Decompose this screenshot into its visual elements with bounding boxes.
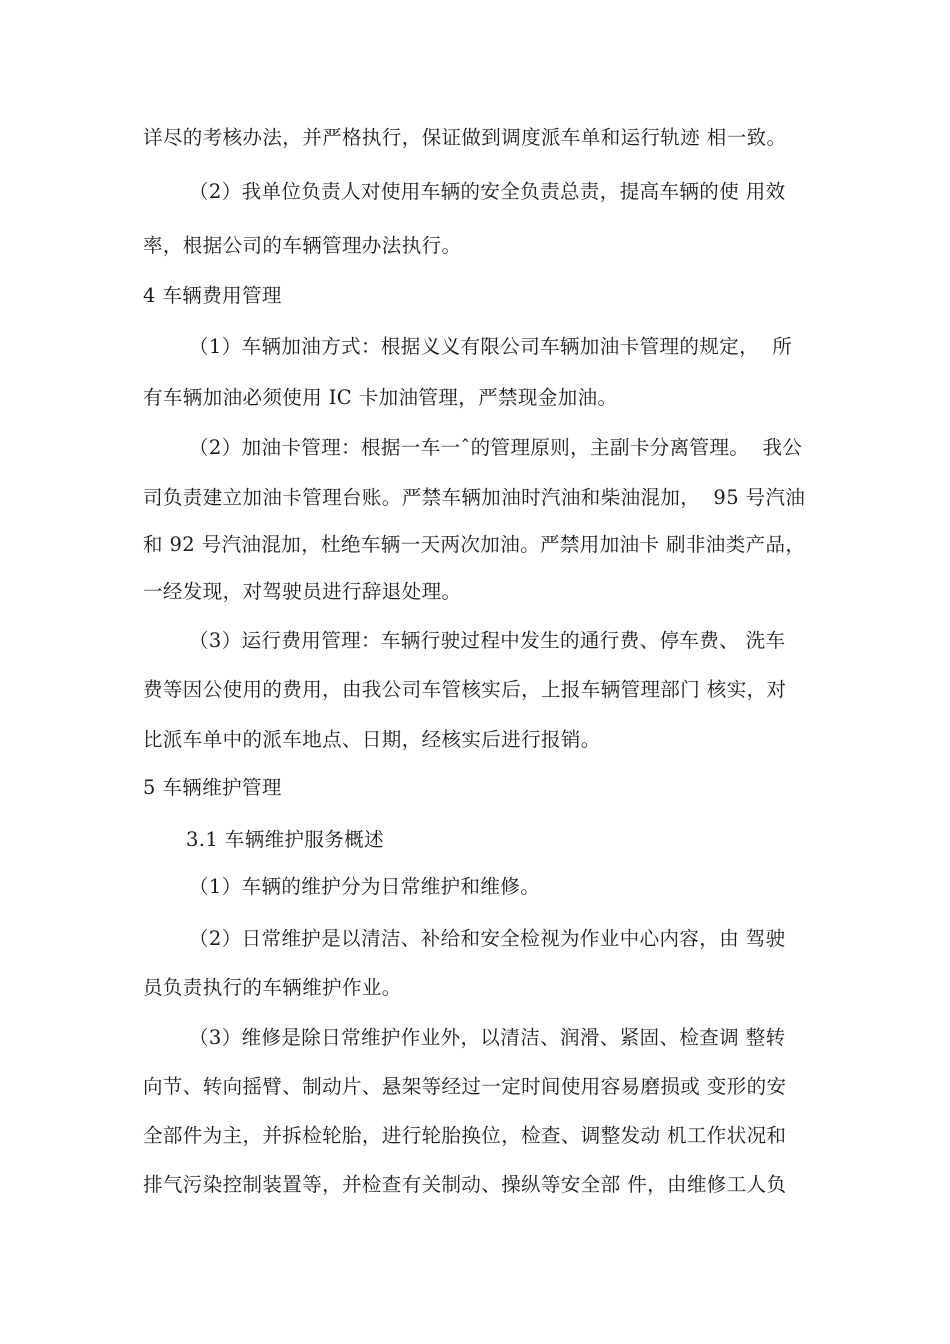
section-heading: 4 车辆费用管理 (143, 284, 282, 307)
paragraph-line: （3）运行费用管理：车辆行驶过程中发生的通行费、停车费、 洗车 (189, 629, 786, 652)
paragraph-line: （2）我单位负责人对使用车辆的安全负责总责，提高车辆的使 用效 (189, 180, 786, 203)
paragraph-line: 比派车单中的派车地点、日期，经核实后进行报销。 (143, 728, 601, 751)
paragraph-line: （2）日常维护是以清洁、补给和安全检视为作业中心内容，由 驾驶 (189, 927, 786, 950)
paragraph-line: 率，根据公司的车辆管理办法执行。 (143, 234, 462, 257)
paragraph-line: 员负责执行的车辆维护作业。 (143, 976, 402, 999)
paragraph-line: 费等因公使用的费用，由我公司车管核实后，上报车辆管理部门 核实，对 (143, 678, 787, 701)
paragraph-line: （1）车辆的维护分为日常维护和维修。 (189, 875, 541, 898)
paragraph-line: （1）车辆加油方式：根据义义有限公司车辆加油卡管理的规定， 所 (189, 335, 793, 358)
paragraph-line: （2）加油卡管理：根据一车一ˆ的管理原则，主副卡分离管理。 我公 (189, 436, 803, 459)
paragraph-line: 全部件为主，并拆检轮胎，进行轮胎换位，检查、调整发动 机工作状况和 (143, 1124, 787, 1147)
paragraph-line: （3）维修是除日常维护作业外，以清洁、润滑、紧固、检查调 整转 (189, 1026, 786, 1049)
section-heading: 5 车辆维护管理 (143, 776, 282, 799)
paragraph-line: 详尽的考核办法，并严格执行，保证做到调度派车单和运行轨迹 相一致。 (143, 126, 787, 149)
paragraph-line: 向节、转向摇臂、制动片、悬架等经过一定时间使用容易磨损或 变形的安 (143, 1075, 787, 1098)
subsection-heading: 3.1 车辆维护服务概述 (186, 828, 385, 851)
paragraph-line: 和 92 号汽油混加，杜绝车辆一天两次加油。严禁用加油卡 刷非油类产品， (143, 533, 806, 556)
paragraph-line: 有车辆加油必须使用 IC 卡加油管理，严禁现金加油。 (143, 386, 618, 409)
paragraph-line: 司负责建立加油卡管理台账。严禁车辆加油时汽油和柴油混加， 95 号汽油 (143, 486, 806, 509)
paragraph-line: 一经发现，对驾驶员进行辞退处理。 (143, 580, 462, 603)
paragraph-line: 排气污染控制装置等，并检查有关制动、操纵等安全部 件，由维修工人负 (143, 1173, 787, 1196)
